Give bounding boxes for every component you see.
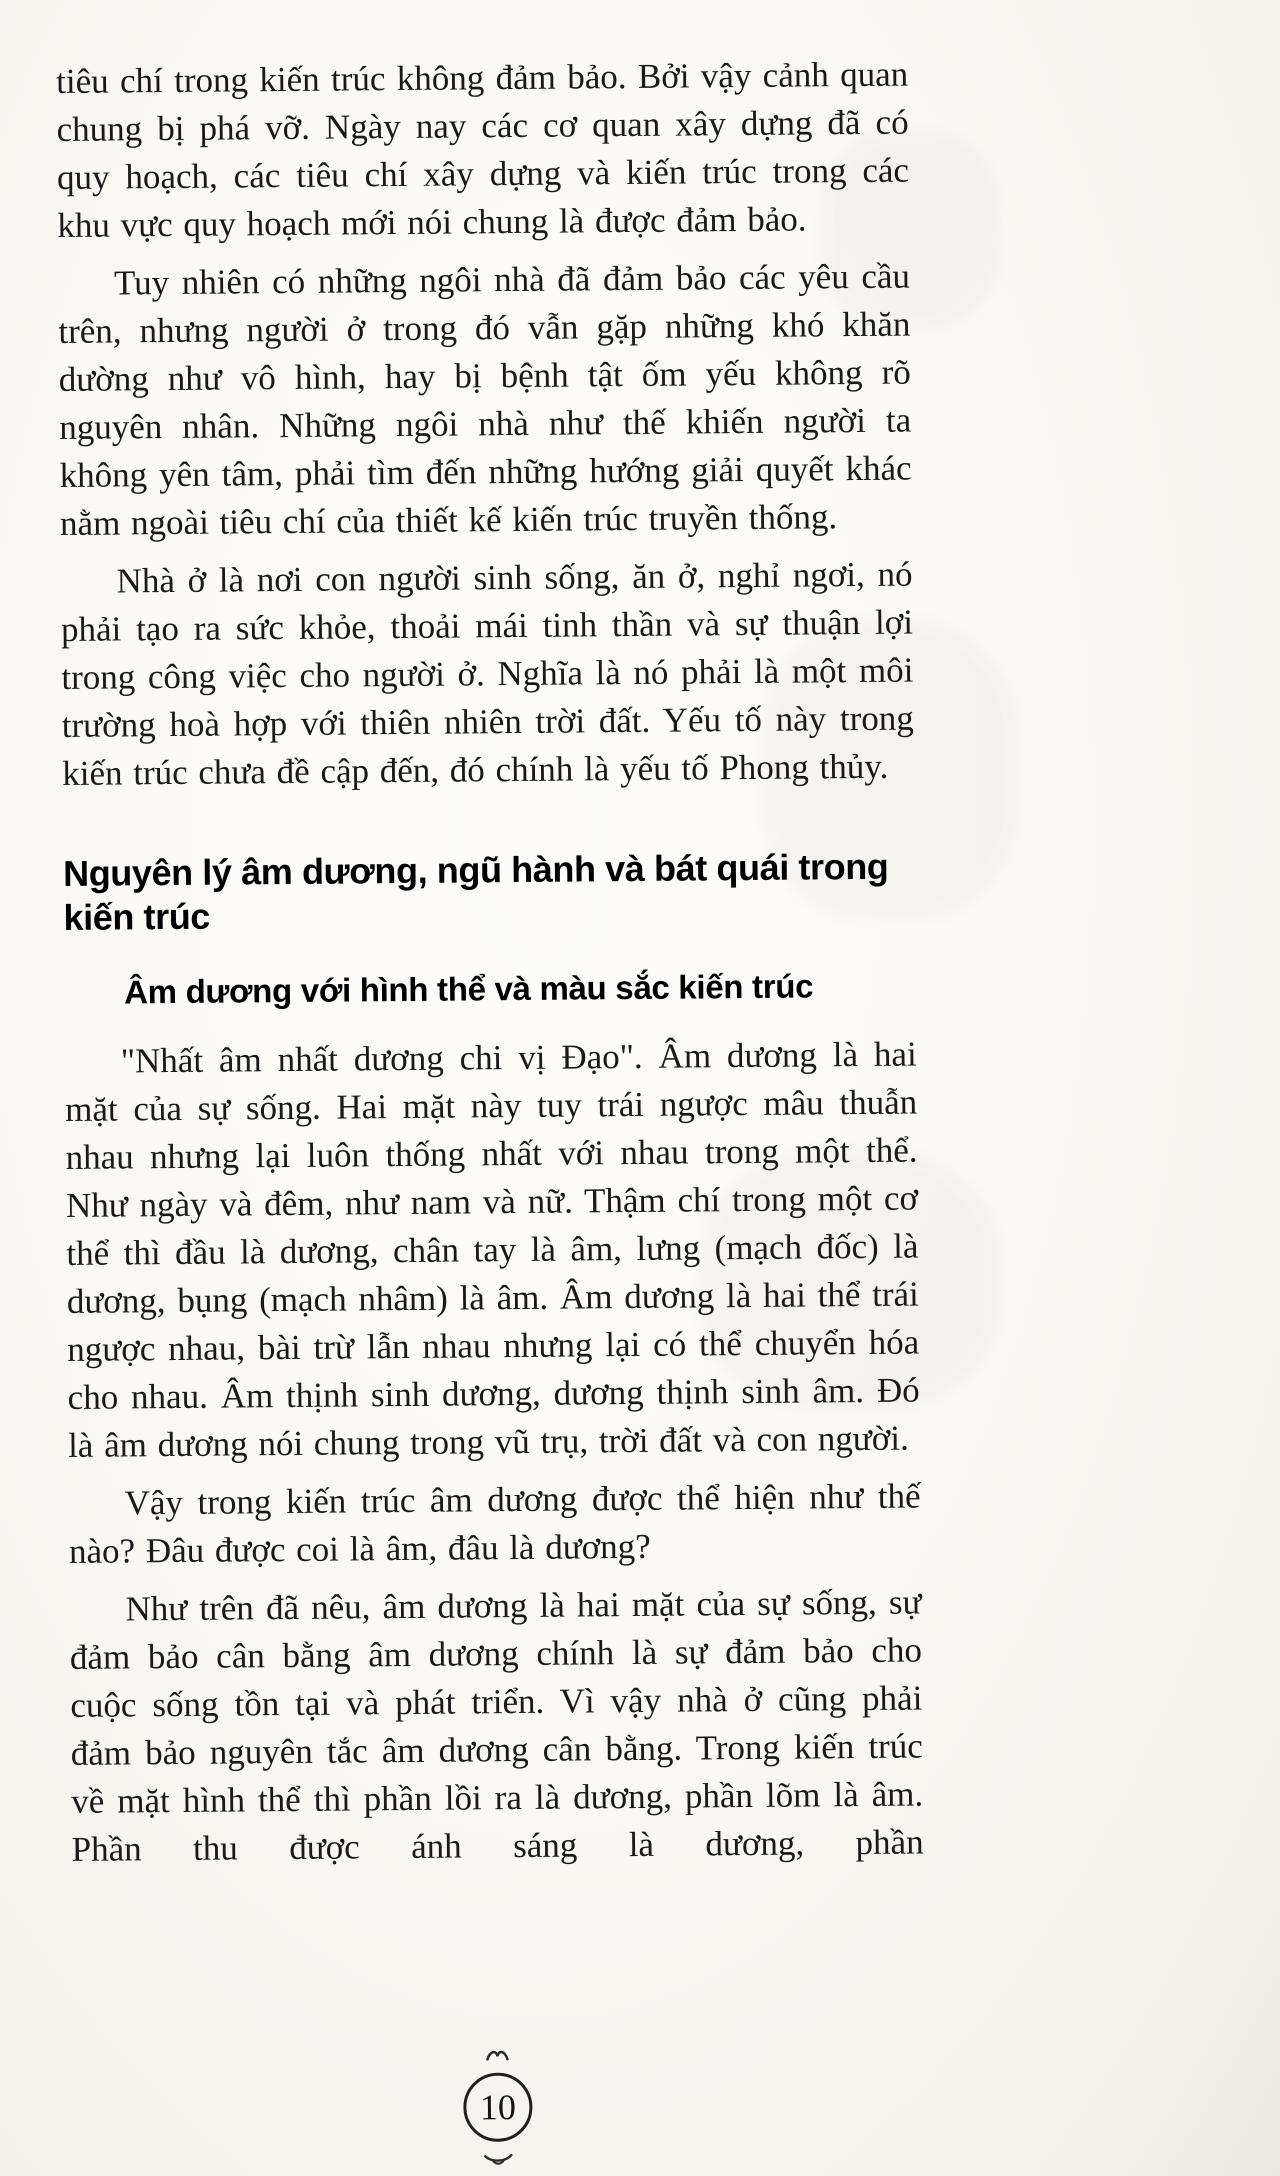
page-number: 10 xyxy=(479,2087,517,2128)
paragraph-2: Tuy nhiên có những ngôi nhà đã đảm bảo các yêu cầu trên, nhưng người ở trong đó vẫn gặp những khó khăn dường như vô hình, hay bị bệnh tật ốm yếu không rõ nguyên nhân. Những ngôi nhà như thế khiến người ta không yên tâm, phải tìm đến những hướng giải quyết khác nằm ngoài tiêu chí của thiết kế kiến trúc truyền thống. xyxy=(58,256,912,543)
paragraph-6: Như trên đã nêu, âm dương là hai mặt của sự sống, sự đảm bảo cân bằng âm dương chính là sự đảm bảo cho cuộc sống tồn tại và phát triển. Vì vậy nhà ở cũng phải đảm bảo nguyên tắc âm dương cân bằng. Trong kiến trúc về mặt hình thể thì phần lồi ra là dương, phần lõm là âm. Phần thu được ánh sáng là dương, phần xyxy=(69,1582,924,1869)
section-heading: Nguyên lý âm dương, ngũ hành và bát quái trong kiến trúc xyxy=(62,845,889,938)
paragraph-5: Vậy trong kiến trúc âm dương được thể hiện như thế nào? Đâu được coi là âm, đâu là dương? xyxy=(68,1476,921,1571)
paragraph-1: tiêu chí trong kiến trúc không đảm bảo. Bởi vậy cảnh quan chung bị phá vỡ. Ngày nay các cơ quan xây dựng đã có quy hoạch, các tiêu chí xây dựng và kiến trúc trong các khu vực quy hoạch mới nói chung là được đảm bảo. xyxy=(56,54,910,245)
text-column xyxy=(56,51,926,2173)
paragraph-4: "Nhất âm nhất dương chi vị Đạo". Âm dương là hai mặt của sự sống. Hai mặt này tuy trái ngược mâu thuẫn nhau nhưng lại luôn thống nhất với nhau trong một thể. Như ngày và đêm, như nam và nữ. Thậm chí trong một cơ thể thì đầu là dương, chân tay là âm, lưng (mạch đốc) là dương, bụng (mạch nhâm) là âm. Âm dương là hai thể trái ngược nhau, bài trừ lẫn nhau nhưng lại có thể chuyển hóa cho nhau. Âm thịnh sinh dương, dương thịnh sinh âm. Đó là âm dương nói chung trong vũ trụ, trời đất và con người. xyxy=(65,1034,920,1465)
sub-heading: Âm dương với hình thể và màu sắc kiến trúc xyxy=(123,967,814,1011)
page-number-badge xyxy=(449,2045,546,2170)
paragraph-3: Nhà ở là nơi con người sinh sống, ăn ở, nghỉ ngơi, nó phải tạo ra sức khỏe, thoải mái tinh thần và sự thuận lợi trong công việc cho người ở. Nghĩa là nó phải là một môi trường hoà hợp với thiên nhiên trời đất. Yếu tố này trong kiến trúc chưa đề cập đến, đó chính là yếu tố Phong thủy. xyxy=(60,554,914,793)
